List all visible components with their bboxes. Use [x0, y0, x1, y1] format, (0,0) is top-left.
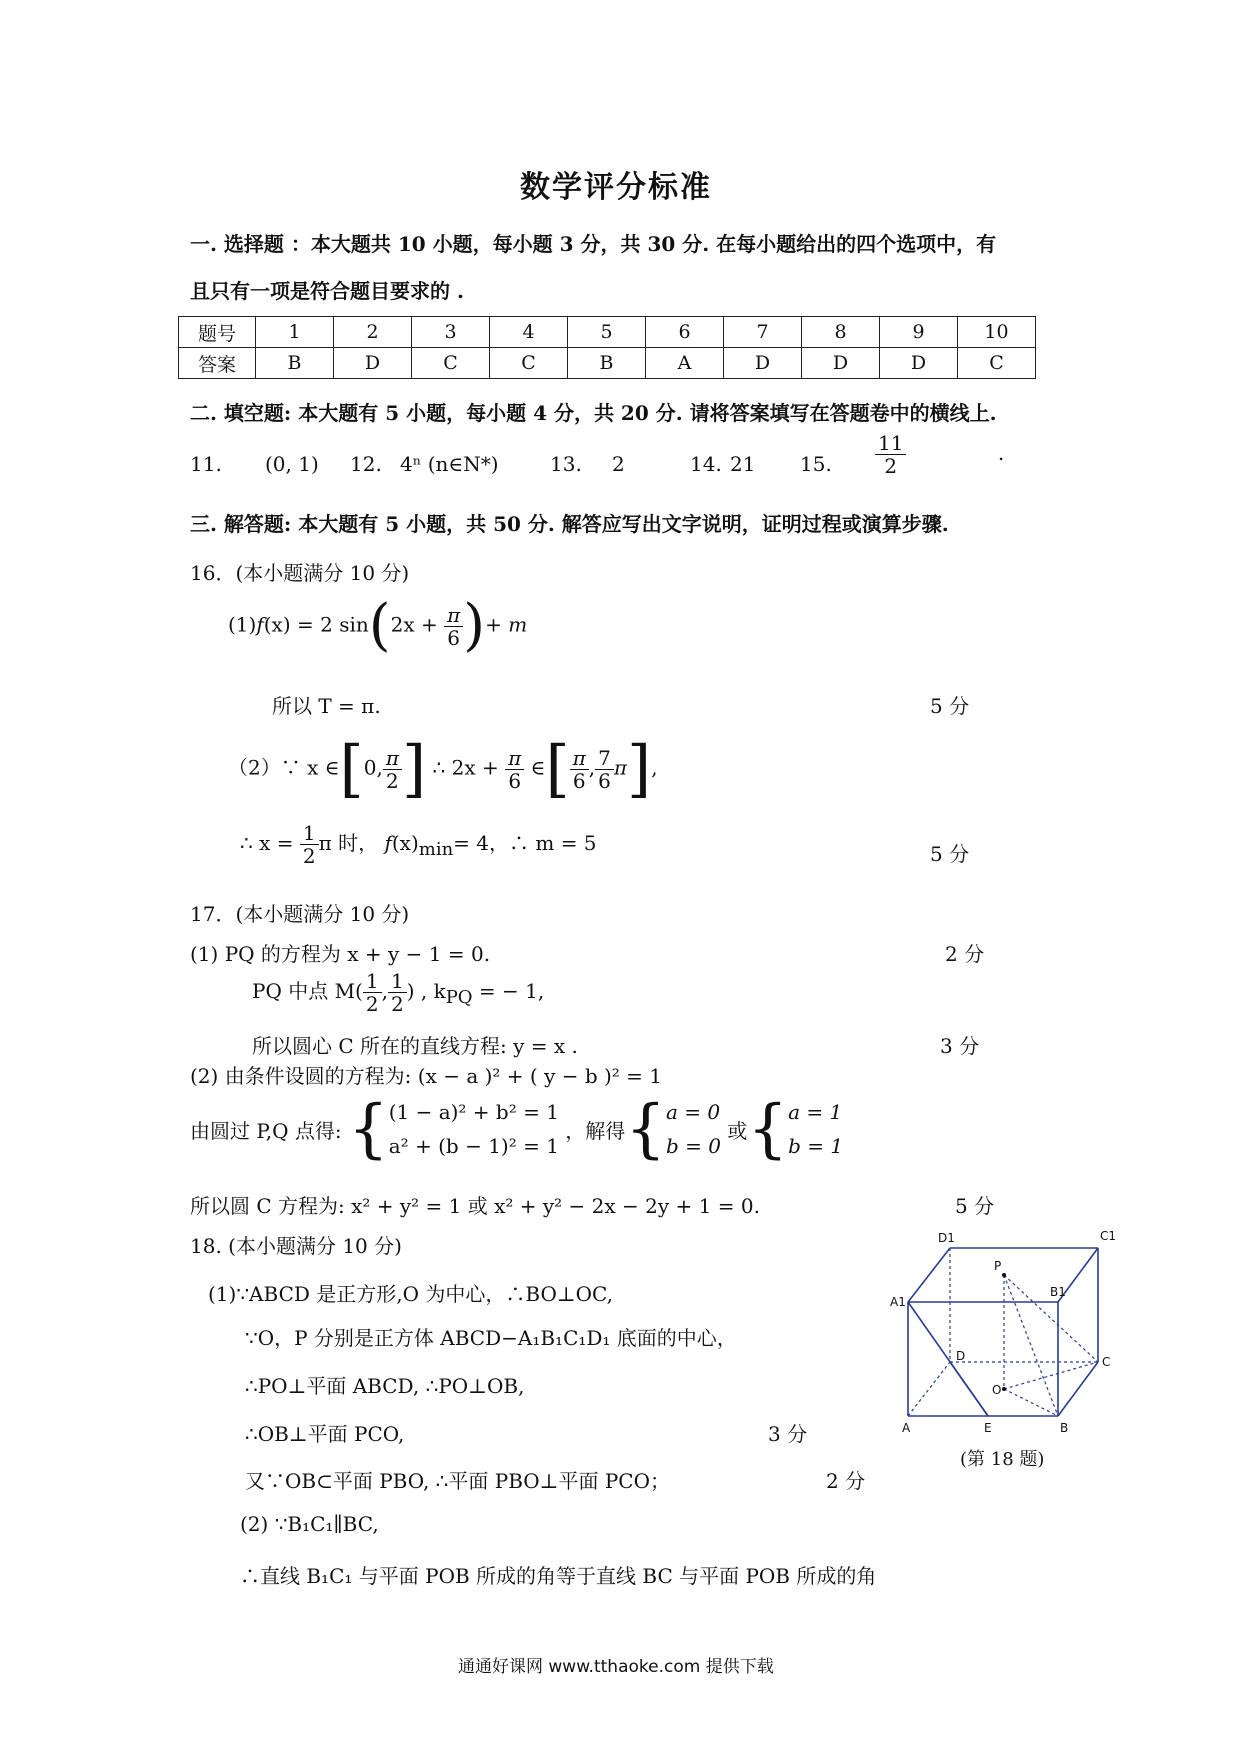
point-p	[1002, 1273, 1006, 1277]
q17-score6: 5 分	[955, 1194, 995, 1218]
fraction-denominator: 6	[598, 768, 611, 793]
math-text: (x)	[391, 831, 419, 855]
blank-dot: .	[997, 441, 1005, 465]
edge-a1d1	[908, 1248, 950, 1302]
table-cell: B	[568, 348, 646, 379]
table-header-cell: 题号	[179, 317, 256, 348]
fraction-numerator: 11	[875, 432, 906, 455]
table-cell: 2	[334, 317, 412, 348]
table-cell: 10	[958, 317, 1036, 348]
q17-score1: 2 分	[945, 942, 985, 966]
fill-11-num: 11.	[190, 452, 222, 476]
table-cell: D	[724, 348, 802, 379]
hidden-edge-ad	[908, 1362, 950, 1416]
q18-line4: ∴OB⊥平面 PCO,	[245, 1422, 405, 1446]
table-row-numbers	[179, 317, 1036, 348]
table-cell: A	[646, 348, 724, 379]
section3-heading: 三. 解答题: 本大题有 5 小题，共 50 分. 解答应写出文字说明，证明过程或演算步骤.	[190, 512, 949, 536]
label-e: E	[984, 1421, 992, 1435]
table-header-cell: 答案	[179, 348, 256, 379]
fraction-denominator: 2	[365, 992, 379, 1016]
math-text: + m	[485, 612, 528, 637]
math-text: ,	[651, 755, 658, 780]
math-text: π 时，	[318, 831, 379, 855]
q17-line4: (2) 由条件设圆的方程为: (x − a )² + ( y − b )² = 1	[190, 1064, 663, 1088]
fraction-numerator: π	[383, 747, 402, 770]
label-o: O	[992, 1383, 1002, 1397]
math-pi: π	[613, 755, 628, 780]
q17-line2	[252, 970, 544, 1015]
left-bracket: [	[545, 732, 570, 805]
fill-12-answer: 4ⁿ (n∈N*)	[400, 452, 499, 476]
math-text: ，解得	[565, 1118, 626, 1143]
table-cell: 6	[646, 317, 724, 348]
left-brace: {	[347, 1092, 389, 1166]
math-text: ) , k	[406, 979, 446, 1003]
fraction-denominator: 6	[447, 625, 461, 650]
q17-line6: 所以圆 C 方程为: x² + y² = 1 或 x² + y² − 2x − 2y + 1 = 0.	[190, 1194, 760, 1218]
table-cell: 3	[412, 317, 490, 348]
label-b1: B1	[1050, 1285, 1066, 1299]
hidden-oc	[1004, 1362, 1098, 1389]
fill-14-num: 14.	[690, 452, 722, 476]
q16-score1: 5 分	[930, 694, 970, 718]
math-text: ∈	[530, 755, 546, 780]
cube-figure	[880, 1220, 1120, 1435]
math-text: ,	[381, 979, 388, 1003]
math-text: 或	[727, 1118, 748, 1143]
page-title: 数学评分标准	[520, 170, 712, 205]
left-brace: {	[625, 1092, 667, 1166]
table-cell: 7	[724, 317, 802, 348]
hidden-ob	[1004, 1389, 1058, 1416]
q17-line3: 所以圆心 C 所在的直线方程: y = x .	[252, 1034, 578, 1058]
fill-15-num: 15.	[800, 452, 832, 476]
table-cell: C	[412, 348, 490, 379]
table-cell: 1	[256, 317, 334, 348]
left-paren: (	[368, 593, 391, 658]
q18-score5: 2 分	[826, 1469, 866, 1493]
fraction-denominator: 2	[884, 454, 898, 478]
table-cell: D	[802, 348, 880, 379]
edge-a1e	[908, 1302, 988, 1416]
math-text: 2x +	[390, 612, 438, 637]
fill-11-answer: (0, 1)	[265, 452, 319, 476]
solution2-a: a = 1	[788, 1100, 843, 1124]
fill-12-num: 12.	[350, 452, 382, 476]
solution2-b: b = 1	[788, 1134, 844, 1158]
fraction-numerator: 7	[595, 747, 614, 770]
footer-source: 通通好课网 www.tthaoke.com 提供下载	[458, 1657, 774, 1677]
math-text: （2）∵ x ∈	[228, 755, 340, 780]
system-eq1: (1 − a)² + b² = 1	[388, 1100, 559, 1124]
math-text: ∴ x =	[240, 831, 294, 855]
point-o	[1002, 1387, 1006, 1391]
q18-line7: ∴直线 B₁C₁ 与平面 POB 所成的角等于直线 BC 与平面 POB 所成的角	[240, 1564, 877, 1588]
label-c: C	[1102, 1355, 1111, 1369]
math-text: = − 1,	[472, 979, 545, 1003]
q18-line5: 又∵OB⊂平面 PBO, ∴平面 PBO⊥平面 PCO；	[245, 1469, 670, 1493]
left-brace: {	[747, 1092, 789, 1166]
table-cell: C	[958, 348, 1036, 379]
math-text: ∴ 2x +	[432, 755, 499, 780]
q16-period: 所以 T = π.	[272, 694, 381, 718]
right-paren: )	[463, 593, 486, 658]
right-bracket: ]	[627, 732, 652, 805]
solution1-a: a = 0	[666, 1100, 721, 1124]
table-cell: B	[256, 348, 334, 379]
edge-bc	[1058, 1362, 1098, 1416]
system-eq2: a² + (b − 1)² = 1	[388, 1134, 559, 1158]
fraction-numerator: 1	[300, 822, 319, 845]
q18-score4: 3 分	[768, 1422, 808, 1446]
table-cell: C	[490, 348, 568, 379]
fraction-numerator: π	[570, 747, 589, 770]
q16-part2-conclusion	[240, 822, 597, 867]
left-bracket: [	[339, 732, 364, 805]
fill-15-answer	[875, 432, 1004, 477]
q16-part1-formula	[228, 593, 528, 658]
math-text: = 4，	[453, 831, 510, 855]
q16-title: 16．(本小题满分 10 分)	[190, 561, 410, 585]
label-d1: D1	[938, 1231, 955, 1245]
table-cell: D	[334, 348, 412, 379]
math-text: ∴ m = 5	[509, 831, 597, 855]
math-text: (x) = 2 sin	[263, 612, 369, 637]
label-d: D	[956, 1349, 966, 1363]
math-text: 由圆过 P,Q 点得:	[190, 1118, 342, 1143]
fraction-numerator: π	[444, 604, 463, 627]
fraction-numerator: 1	[388, 970, 407, 993]
q16-part2-formula: （2）∵ x ∈[0, $\frac{\pi}{2}$ ] ∴ 2x + $\frac{\pi}{6}$ ∈[ $\frac{\pi}{6}$ , $\frac{7}{6}$ π],	[228, 732, 658, 805]
fill-14-answer: 21	[730, 452, 756, 476]
fraction-denominator: 6	[508, 768, 522, 793]
part-label: (1)	[228, 612, 257, 637]
fraction-denominator: 2	[386, 768, 399, 793]
q18-line3: ∴PO⊥平面 ABCD, ∴PO⊥OB,	[245, 1374, 525, 1398]
fraction-numerator: π	[505, 747, 524, 770]
q18-title: 18. (本小题满分 10 分)	[190, 1234, 402, 1258]
q18-line2: ∵O，P 分别是正方体 ABCD−A₁B₁C₁D₁ 底面的中心，	[245, 1326, 737, 1350]
math-sub: min	[418, 839, 454, 860]
right-bracket: ]	[401, 732, 427, 805]
q17-title: 17．(本小题满分 10 分)	[190, 902, 410, 926]
label-c1: C1	[1100, 1229, 1117, 1243]
fraction-denominator: 6	[572, 768, 586, 793]
q17-line1: (1) PQ 的方程为 x + y − 1 = 0.	[190, 942, 491, 966]
math-sub: PQ	[445, 987, 473, 1008]
q18-line1: (1)∵ABCD 是正方形,O 为中心，∴BO⊥OC,	[208, 1282, 613, 1306]
fraction-denominator: 2	[390, 992, 404, 1016]
answer-table	[178, 316, 1036, 379]
label-p: P	[994, 1259, 1002, 1273]
table-row-answers	[179, 348, 1036, 379]
figure-caption: (第 18 题)	[960, 1449, 1045, 1470]
q18-line6: (2) ∵B₁C₁∥BC,	[240, 1512, 379, 1536]
label-a1: A1	[890, 1295, 906, 1309]
q17-line5	[190, 1092, 844, 1166]
section1-line2: 且只有一项是符合题目要求的 .	[190, 279, 464, 303]
fraction-denominator: 2	[302, 844, 316, 868]
label-b: B	[1060, 1421, 1069, 1435]
section2-heading: 二. 填空题: 本大题有 5 小题，每小题 4 分，共 20 分. 请将答案填写在答题卷中的横线上.	[190, 401, 997, 425]
fill-13-answer: 2	[612, 452, 625, 476]
section1-line1: 一. 选择题 ：本大题共 10 小题，每小题 3 分，共 30 分. 在每小题给出的四个选项中，有	[190, 232, 997, 256]
fill-13-num: 13.	[550, 452, 582, 476]
math-f: f	[256, 612, 264, 637]
table-cell: 8	[802, 317, 880, 348]
label-a: A	[902, 1421, 911, 1435]
q16-score2: 5 分	[930, 842, 970, 866]
math-text: PQ 中点 M(	[252, 979, 363, 1003]
math-text: 0,	[363, 755, 383, 780]
table-cell: 5	[568, 317, 646, 348]
solution1-b: b = 0	[666, 1134, 722, 1158]
table-cell: 4	[490, 317, 568, 348]
table-cell: 9	[880, 317, 958, 348]
fraction-numerator: 1	[363, 970, 382, 993]
table-cell: D	[880, 348, 958, 379]
q17-score3: 3 分	[940, 1034, 980, 1058]
math-f: f	[384, 831, 392, 855]
